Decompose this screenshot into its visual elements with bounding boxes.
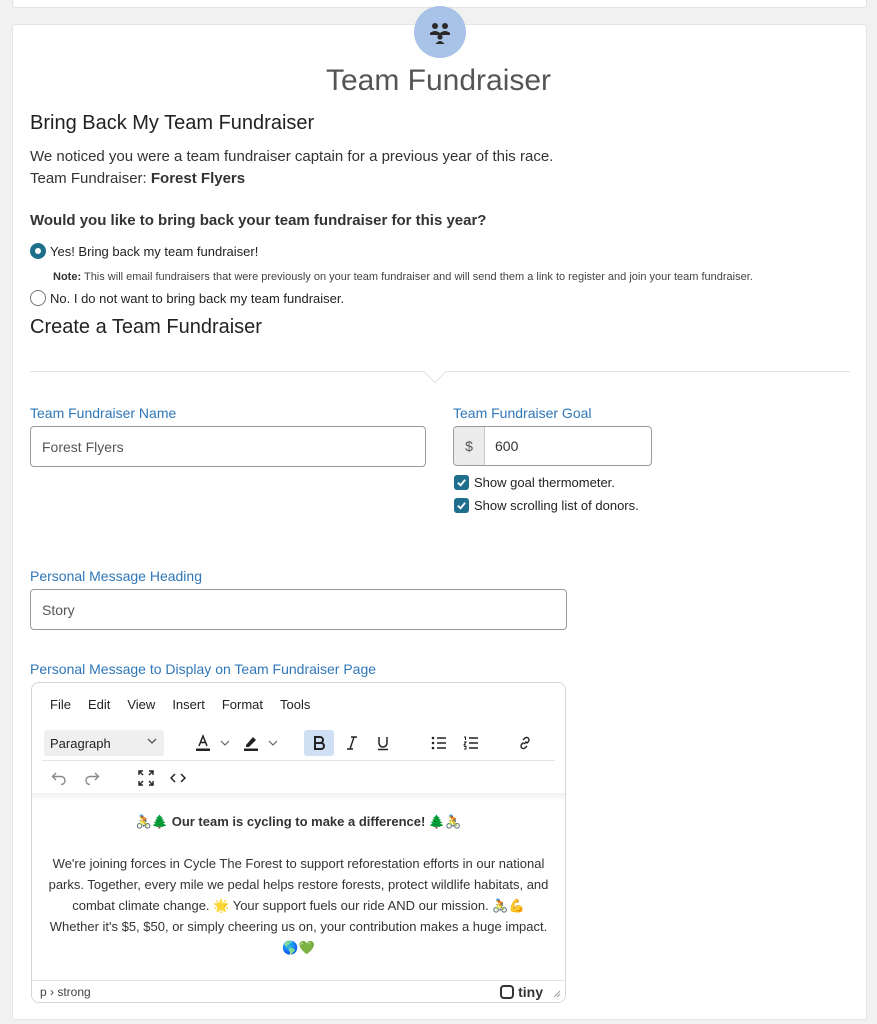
option-yes-row[interactable] bbox=[30, 243, 258, 259]
note-label: Note: bbox=[53, 271, 82, 283]
text-color-icon bbox=[195, 734, 211, 752]
editor-menubar bbox=[50, 697, 327, 712]
team-name-input[interactable]: Forest Flyers bbox=[30, 426, 426, 467]
resize-grip-icon[interactable] bbox=[553, 990, 561, 998]
numbered-list-button[interactable] bbox=[460, 730, 482, 756]
chevron-down-icon bbox=[146, 735, 158, 747]
tiny-brand-label: tiny bbox=[518, 984, 543, 1000]
element-path[interactable]: p › strong bbox=[40, 984, 91, 999]
bold-icon bbox=[312, 735, 326, 751]
bullet-list-icon bbox=[431, 736, 447, 750]
rich-text-editor[interactable] bbox=[31, 682, 566, 1003]
content-paragraph: We're joining forces in Cycle The Forest to support reforestation efforts in our national parks. Together, every mile we pedal helps restore forests, protect wildlife habitats, and combat climate change. 🌟 Your support fuels our ride AND our mission. 🚴💪 Whether it's $5, $50, or simply cheering us on, your contribution makes a huge impact. 🌎💚 bbox=[48, 856, 549, 955]
donors-option[interactable] bbox=[454, 498, 639, 513]
text-color-dropdown[interactable] bbox=[218, 730, 232, 756]
currency-addon: $ bbox=[454, 427, 485, 465]
bullet-list-button[interactable] bbox=[428, 730, 450, 756]
donors-label[interactable]: Show scrolling list of donors. bbox=[474, 498, 639, 513]
underline-icon bbox=[376, 735, 390, 751]
redo-button[interactable] bbox=[81, 765, 103, 791]
underline-button[interactable] bbox=[372, 730, 394, 756]
page-title: Team Fundraiser bbox=[325, 64, 552, 97]
donors-checkbox[interactable] bbox=[454, 498, 469, 513]
fullscreen-icon bbox=[138, 770, 154, 786]
toolbar-separator bbox=[42, 760, 555, 761]
highlight-dropdown[interactable] bbox=[266, 730, 280, 756]
undo-icon bbox=[51, 771, 67, 785]
goal-label: Team Fundraiser Goal bbox=[453, 405, 592, 421]
menu-view[interactable]: View bbox=[127, 697, 156, 712]
numbered-list-icon bbox=[463, 736, 479, 750]
option-yes-label[interactable]: Yes! Bring back my team fundraiser! bbox=[50, 243, 259, 259]
block-format-value: Paragraph bbox=[50, 735, 111, 751]
menu-edit[interactable]: Edit bbox=[87, 697, 111, 712]
tiny-brand[interactable] bbox=[500, 984, 543, 1000]
block-format-select[interactable] bbox=[44, 730, 164, 756]
option-yes-radio[interactable] bbox=[30, 243, 46, 259]
goal-input[interactable]: 600 bbox=[495, 438, 519, 454]
undo-button[interactable] bbox=[48, 765, 70, 791]
previous-team-label: Team Fundraiser: bbox=[30, 170, 147, 187]
option-no-radio[interactable] bbox=[30, 290, 46, 306]
menu-insert[interactable]: Insert bbox=[172, 697, 205, 712]
previous-team-name: Forest Flyers bbox=[150, 170, 246, 187]
redo-icon bbox=[84, 771, 100, 785]
menu-file[interactable]: File bbox=[50, 697, 71, 712]
bring-back-question: Would you like to bring back your team fundraiser for this year? bbox=[30, 212, 487, 229]
chevron-down-icon bbox=[220, 738, 230, 748]
source-code-button[interactable] bbox=[167, 765, 189, 791]
create-heading: Create a Team Fundraiser bbox=[30, 316, 262, 338]
highlighter-icon bbox=[243, 734, 259, 752]
message-heading-label: Personal Message Heading bbox=[30, 568, 202, 584]
option-no-label[interactable]: No. I do not want to bring back my team fundraiser. bbox=[50, 290, 345, 306]
menu-tools[interactable]: Tools bbox=[280, 697, 311, 712]
tiny-logo-icon bbox=[500, 985, 514, 999]
fullscreen-button[interactable] bbox=[135, 765, 157, 791]
team-icon bbox=[414, 6, 466, 58]
message-label: Personal Message to Display on Team Fundraiser Page bbox=[30, 661, 377, 677]
italic-icon bbox=[346, 735, 358, 751]
menu-format[interactable]: Format bbox=[221, 697, 263, 712]
thermometer-label[interactable]: Show goal thermometer. bbox=[474, 475, 615, 490]
thermometer-checkbox[interactable] bbox=[454, 475, 469, 490]
link-button[interactable] bbox=[514, 730, 536, 756]
content-heading: 🚴🌲 Our team is cycling to make a difference! 🌲🚴 bbox=[135, 814, 462, 829]
highlight-button[interactable] bbox=[240, 730, 262, 756]
bold-button[interactable] bbox=[304, 730, 334, 756]
previous-team-line bbox=[30, 170, 245, 187]
chevron-down-icon bbox=[268, 738, 278, 748]
bring-back-note bbox=[53, 271, 753, 283]
bring-back-heading: Bring Back My Team Fundraiser bbox=[30, 112, 315, 134]
editor-content[interactable] bbox=[32, 811, 565, 958]
option-no-row[interactable] bbox=[30, 290, 344, 306]
code-icon bbox=[170, 772, 186, 784]
link-icon bbox=[517, 735, 533, 751]
toolbar-shadow bbox=[32, 793, 565, 801]
thermometer-option[interactable] bbox=[454, 475, 615, 490]
editor-statusbar bbox=[32, 980, 565, 1002]
text-color-button[interactable] bbox=[192, 730, 214, 756]
message-heading-input[interactable]: Story bbox=[30, 589, 567, 630]
italic-button[interactable] bbox=[341, 730, 363, 756]
team-name-label: Team Fundraiser Name bbox=[30, 405, 177, 421]
bring-back-intro: We noticed you were a team fundraiser captain for a previous year of this race. bbox=[30, 148, 554, 165]
goal-input-group[interactable] bbox=[453, 426, 652, 466]
note-text: This will email fundraisers that were previously on your team fundraiser and will send them a link to register and join your team fundraiser. bbox=[83, 271, 753, 283]
